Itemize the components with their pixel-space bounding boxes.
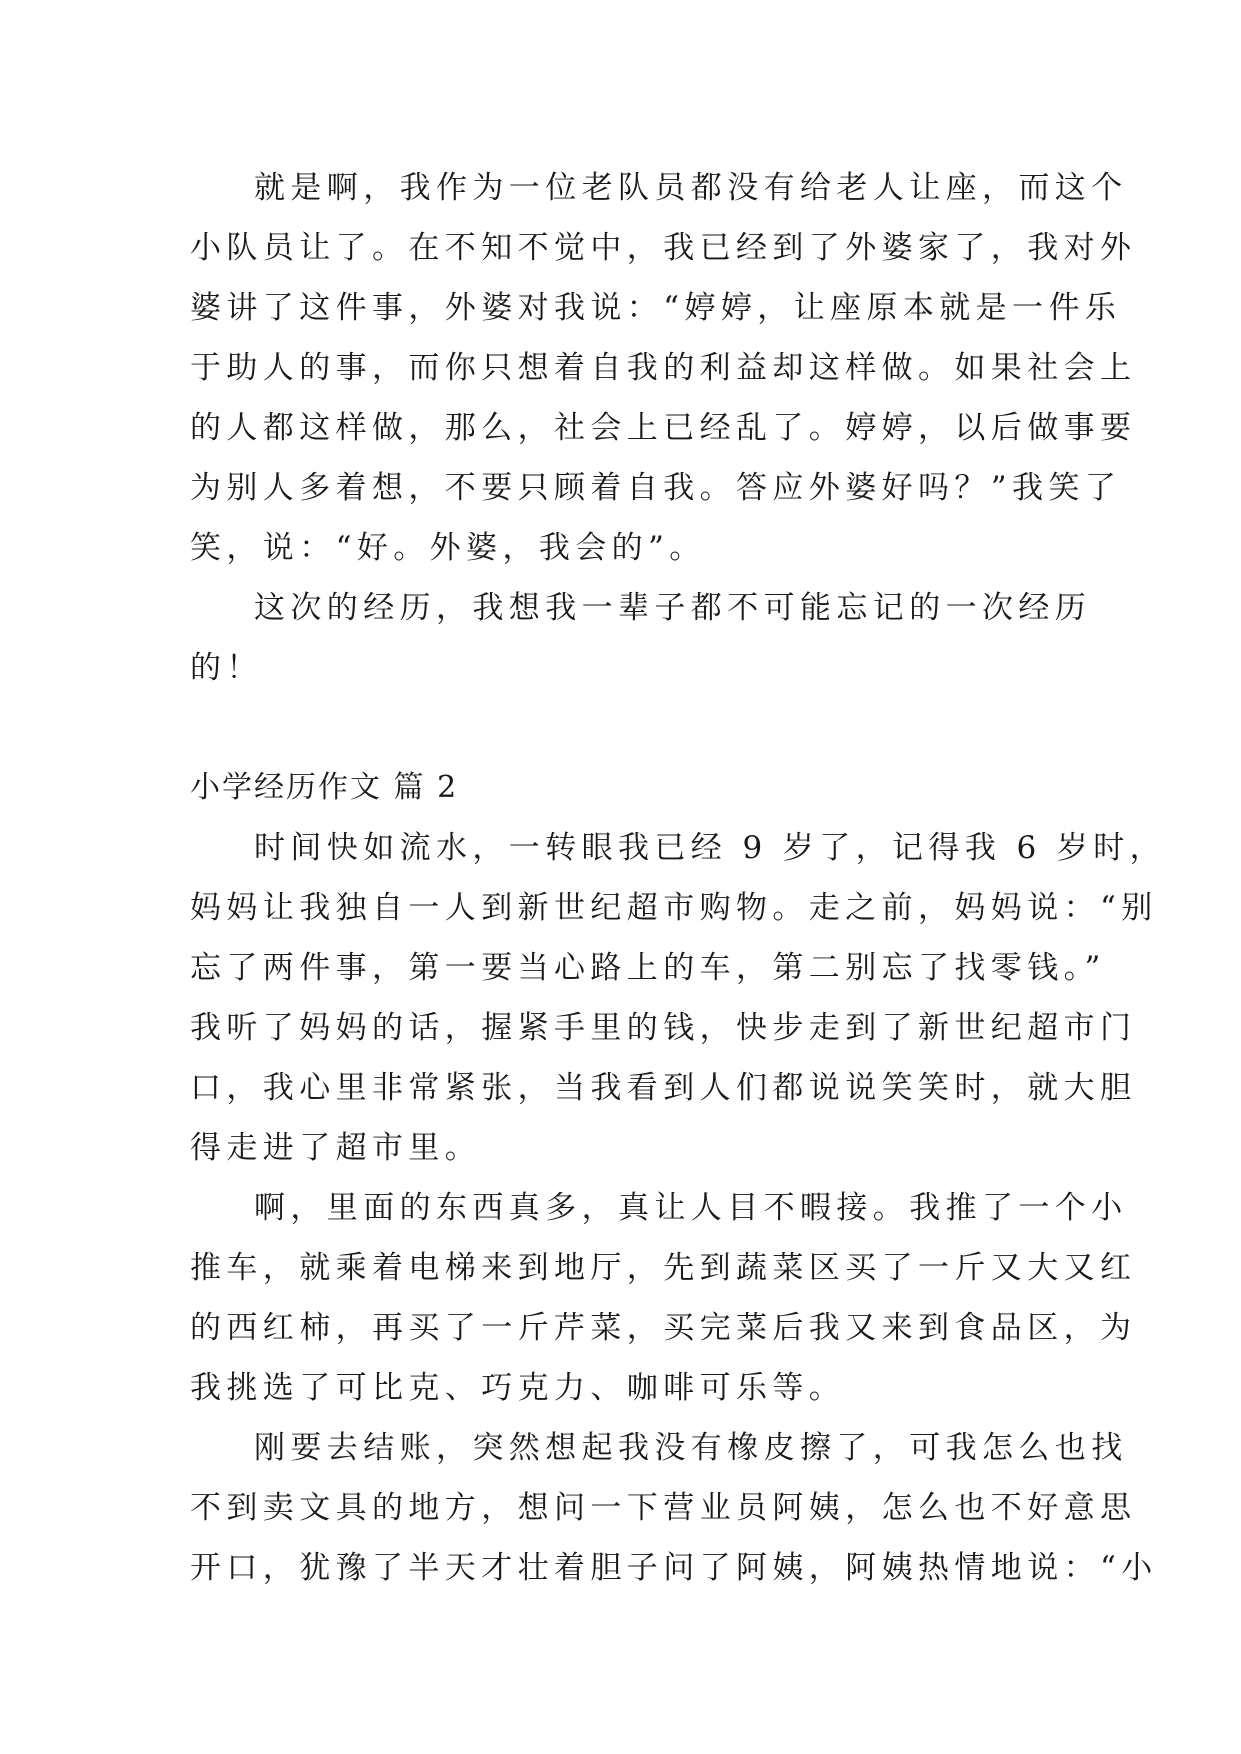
text-line: 得走进了超市里。 (190, 1130, 482, 1166)
text-line: 口，我心里非常紧张，当我看到人们都说说笑笑时，就大胆 (190, 1070, 1137, 1106)
text-line: 小队员让了。在不知不觉中，我已经到了外婆家了，我对外 (190, 230, 1137, 266)
section-spacer (190, 698, 1052, 758)
text-line: 我挑选了可比克、巧克力、咖啡可乐等。 (190, 1370, 846, 1406)
text-line: 开口，犹豫了半天才壮着胆子问了阿姨，阿姨热情地说：“小 (190, 1550, 1158, 1586)
paragraph (190, 1178, 1137, 1418)
text-line: 笑，说：“好。外婆，我会的”。 (190, 530, 706, 566)
text-line: 于助人的事，而你只想着自我的利益却这样做。如果社会上 (190, 350, 1137, 386)
text-line: 啊，里面的东西真多，真让人目不暇接。我推了一个小 (254, 1190, 1128, 1226)
paragraph (190, 1418, 1158, 1598)
paragraph (190, 818, 1167, 1178)
paragraph (190, 158, 1137, 578)
section-heading: 小学经历作文 篇 2 (190, 770, 459, 805)
text-line: 妈妈让我独自一人到新世纪超市购物。走之前，妈妈说：“别 (190, 890, 1158, 926)
text-line: 的人都这样做，那么，社会上已经乱了。婷婷，以后做事要 (190, 410, 1137, 446)
text-line: 这次的经历，我想我一辈子都不可能忘记的一次经历 (254, 590, 1092, 626)
document-body (190, 158, 1167, 1598)
text-line: 就是啊，我作为一位老队员都没有给老人让座，而这个 (254, 170, 1128, 206)
text-line: 忘了两件事，第一要当心路上的车，第二别忘了找零钱。” (190, 950, 1106, 986)
paragraph (190, 578, 1092, 698)
text-line: 我听了妈妈的话，握紧手里的钱，快步走到了新世纪超市门 (190, 1010, 1137, 1046)
text-line: 时间快如流水，一转眼我已经 9 岁了，记得我 6 岁时， (254, 830, 1167, 866)
text-line: 刚要去结账，突然想起我没有橡皮擦了，可我怎么也找 (254, 1430, 1128, 1466)
text-line: 推车，就乘着电梯来到地厅，先到蔬菜区买了一斤又大又红 (190, 1250, 1137, 1286)
text-line: 的西红柿，再买了一斤芹菜，买完菜后我又来到食品区，为 (190, 1310, 1137, 1346)
text-line: 不到卖文具的地方，想问一下营业员阿姨，怎么也不好意思 (190, 1490, 1137, 1526)
text-line: 的！ (190, 650, 263, 686)
text-line: 婆讲了这件事，外婆对我说：“婷婷，让座原本就是一件乐 (190, 290, 1122, 326)
text-line: 为别人多着想，不要只顾着自我。答应外婆好吗？”我笑了 (190, 470, 1122, 506)
